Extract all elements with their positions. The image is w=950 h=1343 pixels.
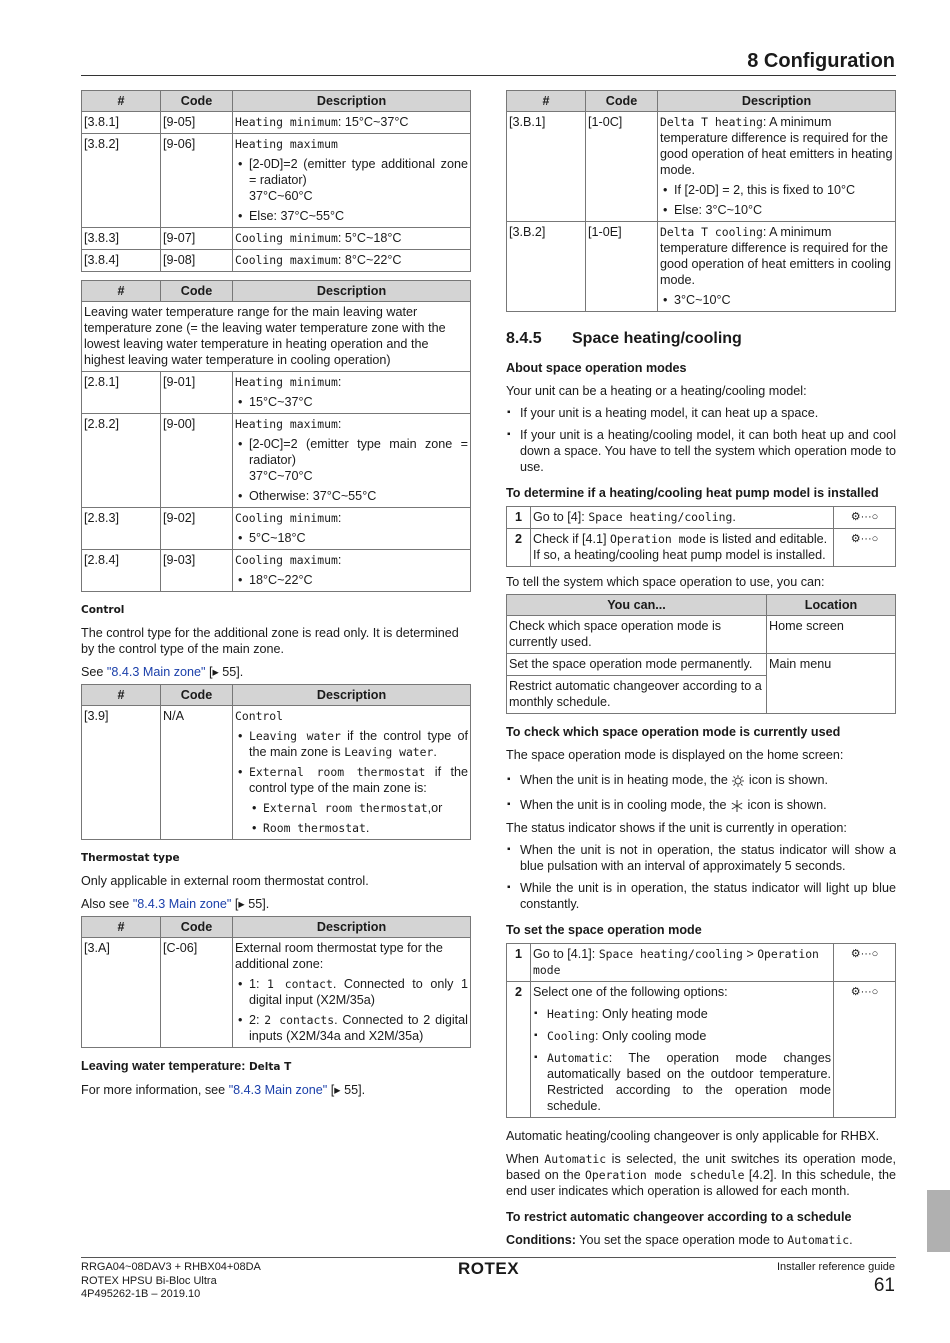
control-text: The control type for the additional zone is read only. It is determined by the control type of the main zone. bbox=[81, 626, 459, 656]
page-ref: [▸ 55]. bbox=[205, 665, 244, 679]
setting-name: Heating minimum bbox=[235, 115, 338, 129]
table-row bbox=[82, 550, 471, 592]
option-text: if the control type of the main zone is: bbox=[249, 765, 468, 795]
thermostat-see-also bbox=[81, 896, 471, 912]
bullet-item bbox=[235, 436, 468, 484]
delta-t-heading bbox=[81, 1058, 471, 1075]
row-description: Heating maximum: • [2-0C]=2 (emitter type main zone = radiator) 37°C~70°C • Otherwise: 37°C~55°C bbox=[233, 414, 471, 508]
row-id: [2.8.4] bbox=[82, 550, 161, 592]
item-text: icon is shown. bbox=[745, 773, 829, 787]
table-control bbox=[81, 684, 471, 840]
col-header-number: # bbox=[82, 685, 161, 706]
header-divider bbox=[81, 75, 896, 76]
control-heading: Control bbox=[81, 604, 125, 616]
bullet-item: • 18°C~22°C bbox=[235, 572, 468, 588]
table-row bbox=[82, 508, 471, 550]
check-text: The space operation mode is displayed on the home screen: bbox=[506, 748, 844, 762]
bullet-item bbox=[235, 976, 468, 1008]
page-ref: [▸ 55]. bbox=[231, 897, 270, 911]
text-part: When bbox=[506, 1152, 545, 1166]
col-header-description: Description bbox=[233, 685, 471, 706]
menu-name: Operation mode bbox=[610, 532, 707, 546]
option-text: : The operation mode changes automatically based on the outdoor temperature. Restricted according to the operation mode schedule. bbox=[547, 1051, 831, 1113]
restrict-conditions bbox=[506, 1232, 896, 1248]
row-description bbox=[233, 228, 471, 250]
footer-doc-line: 4P495262-1B – 2019.10 bbox=[81, 1288, 201, 1300]
about-text: Your unit can be a heating or a heating/cooling model: bbox=[506, 384, 807, 398]
footer-product-line: ROTEX HPSU Bi-Bloc Ultra bbox=[81, 1274, 217, 1287]
row-code: [9-02] bbox=[161, 508, 233, 550]
row-id: [3.B.1] bbox=[507, 112, 586, 222]
auto-text-2 bbox=[506, 1151, 896, 1199]
row-id: [3.9] bbox=[82, 706, 161, 840]
table-additional-zone-limits bbox=[81, 90, 471, 272]
step-row bbox=[507, 507, 896, 529]
see-prefix: See bbox=[81, 665, 107, 679]
step-row bbox=[507, 982, 896, 1118]
table-row bbox=[507, 112, 896, 222]
bullet-value: 37°C~60°C bbox=[249, 189, 313, 203]
table-row bbox=[82, 706, 471, 840]
footer-guide-title: Installer reference guide bbox=[776, 1261, 895, 1273]
heading-text: Leaving water temperature: bbox=[81, 1059, 249, 1073]
option-text: : Only cooling mode bbox=[595, 1029, 707, 1043]
option-name: External room thermostat bbox=[249, 765, 426, 779]
step-text bbox=[531, 944, 834, 982]
step-number: 2 bbox=[507, 529, 531, 567]
col-header-number: # bbox=[82, 281, 161, 302]
option-text: ,or bbox=[427, 801, 443, 815]
bullet-text: [2-0D]=2 (emitter type additional zone = radiator) bbox=[249, 157, 468, 187]
bullet-item bbox=[235, 1012, 468, 1044]
check-heading: To check which space operation mode is currently used bbox=[506, 725, 841, 739]
table-delta-t bbox=[506, 90, 896, 312]
section-heading bbox=[506, 328, 896, 350]
table-row bbox=[507, 654, 896, 676]
row-description bbox=[233, 134, 471, 228]
check-text-2: The status indicator shows if the unit is currently in operation: bbox=[506, 821, 847, 835]
setting-text: : A minimum temperature difference is required for the good operation of heat emitters in cooling mode. bbox=[660, 225, 892, 287]
conditions-label: Conditions: bbox=[506, 1233, 576, 1247]
bullet-item bbox=[235, 728, 468, 760]
table-row bbox=[82, 372, 471, 414]
page-number: 61 bbox=[873, 1275, 895, 1296]
text-part: is selected, the unit switches its operation mode, based on the bbox=[506, 1152, 896, 1182]
item-text: icon is shown. bbox=[744, 798, 827, 812]
setting-name: Cooling minimum bbox=[235, 511, 338, 525]
table-row bbox=[82, 938, 471, 1048]
option-item bbox=[533, 1006, 831, 1022]
bullet-text: [2-0C]=2 (emitter type main zone = radiator) bbox=[249, 437, 468, 467]
setting-name: Delta T cooling bbox=[660, 225, 763, 239]
action-cell: Set the space operation mode permanently. bbox=[507, 654, 767, 676]
step-pre: Go to [4]: bbox=[533, 510, 589, 524]
option-name: Cooling bbox=[547, 1029, 596, 1043]
row-description: Cooling minimum: • 5°C~18°C bbox=[233, 508, 471, 550]
see-prefix: For more information, see bbox=[81, 1083, 229, 1097]
bullet-value: 37°C~70°C bbox=[249, 469, 313, 483]
col-header-you-can: You can... bbox=[507, 595, 767, 616]
list-item bbox=[506, 797, 896, 813]
table-main-zone-limits bbox=[81, 280, 471, 592]
punctuation: . bbox=[365, 821, 370, 835]
set-heading: To set the space operation mode bbox=[506, 923, 702, 937]
restrict-heading: To restrict automatic changeover according to a schedule bbox=[506, 1210, 852, 1224]
description-text: External room thermostat type for the additional zone: bbox=[235, 941, 443, 971]
row-code: [9-06] bbox=[161, 134, 233, 228]
row-id: [3.8.3] bbox=[82, 228, 161, 250]
main-zone-link[interactable]: "8.4.3 Main zone" bbox=[132, 897, 232, 911]
thermostat-heading: Thermostat type bbox=[81, 852, 180, 864]
tell-text: To tell the system which space operation to use, you can: bbox=[506, 575, 825, 589]
conditions-text: You set the space operation mode to bbox=[575, 1233, 788, 1247]
option-name: Automatic bbox=[544, 1152, 607, 1166]
row-id: [3.A] bbox=[82, 938, 161, 1048]
chapter-side-tab bbox=[927, 1190, 950, 1252]
right-column bbox=[506, 90, 896, 1248]
step-text bbox=[531, 982, 834, 1118]
footer-model-line: RRGA04~08DAV3 + RHBX04+08DA bbox=[81, 1261, 261, 1273]
bullet-item: • 15°C~37°C bbox=[235, 394, 468, 410]
bullet-item: • Else: 3°C~10°C bbox=[660, 202, 893, 218]
row-code: [9-08] bbox=[161, 250, 233, 272]
col-header-number: # bbox=[82, 91, 161, 112]
row-code: [C-06] bbox=[161, 938, 233, 1048]
option-item bbox=[533, 1050, 831, 1114]
setting-name: Cooling maximum bbox=[235, 553, 338, 567]
setting-name: Cooling maximum bbox=[235, 253, 338, 267]
setting-name: Heating minimum bbox=[235, 375, 338, 389]
row-description bbox=[233, 938, 471, 1048]
row-description bbox=[658, 222, 896, 312]
about-heading: About space operation modes bbox=[506, 361, 687, 375]
menu-name: Operation mode bbox=[533, 947, 819, 977]
thermostat-text: Only applicable in external room thermostat control. bbox=[81, 874, 369, 888]
setting-name: Heating maximum bbox=[235, 137, 338, 151]
setting-range: : 15°C~37°C bbox=[337, 115, 409, 129]
row-description bbox=[233, 706, 471, 840]
col-header-code: Code bbox=[586, 91, 658, 112]
col-header-code: Code bbox=[161, 685, 233, 706]
col-header-description: Description bbox=[658, 91, 896, 112]
col-header-number: # bbox=[82, 917, 161, 938]
heating-sun-icon bbox=[731, 775, 745, 787]
user-interface-icon: ⚙︎···○ bbox=[834, 507, 896, 529]
main-zone-link[interactable]: "8.4.3 Main zone" bbox=[228, 1083, 328, 1097]
row-code: N/A bbox=[161, 706, 233, 840]
row-code: [1-0E] bbox=[586, 222, 658, 312]
option-name: Leaving water bbox=[344, 745, 434, 759]
user-interface-icon: ⚙︎···○ bbox=[834, 982, 896, 1118]
row-id: [3.8.4] bbox=[82, 250, 161, 272]
sub-bullet-item bbox=[235, 820, 468, 836]
option-name: 1 contact bbox=[267, 977, 333, 991]
user-interface-icon: ⚙︎···○ bbox=[834, 529, 896, 567]
col-header-number: # bbox=[507, 91, 586, 112]
col-header-code: Code bbox=[161, 91, 233, 112]
location-cell: Home screen bbox=[767, 616, 896, 654]
menu-separator: > bbox=[742, 947, 758, 961]
item-text: When the unit is in heating mode, the bbox=[520, 773, 732, 787]
table-row bbox=[82, 134, 471, 228]
main-zone-link[interactable]: "8.4.3 Main zone" bbox=[106, 665, 206, 679]
setting-range: : 5°C~18°C bbox=[337, 231, 402, 245]
option-item bbox=[533, 1028, 831, 1044]
row-code: [9-01] bbox=[161, 372, 233, 414]
row-code: [9-07] bbox=[161, 228, 233, 250]
step-row bbox=[507, 529, 896, 567]
table-row bbox=[82, 414, 471, 508]
menu-name: Operation mode schedule bbox=[585, 1168, 745, 1182]
table-row bbox=[82, 228, 471, 250]
option-name: Heating bbox=[547, 1007, 596, 1021]
col-header-location: Location bbox=[767, 595, 896, 616]
bullet-item: • 3°C~10°C bbox=[660, 292, 893, 308]
step-number: 1 bbox=[507, 507, 531, 529]
rotex-logo: ROTEX bbox=[458, 1259, 520, 1278]
step-pre: Check if [4.1] bbox=[533, 532, 610, 546]
setting-text: : A minimum temperature difference is required for the good operation of heat emitters in heating mode. bbox=[660, 115, 893, 177]
col-header-code: Code bbox=[161, 917, 233, 938]
table-row bbox=[82, 250, 471, 272]
table-row bbox=[507, 222, 896, 312]
sub-bullet-item bbox=[235, 800, 468, 816]
col-header-description: Description bbox=[233, 281, 471, 302]
step-post: is listed and editable. If so, a heating/cooling heat pump model is installed. bbox=[533, 532, 828, 562]
footer-model-info bbox=[81, 1261, 261, 1302]
row-code: [1-0C] bbox=[586, 112, 658, 222]
list-item: ▪ When the unit is not in operation, the status indicator will show a blue pulsation with an interval of approximately 5 seconds. bbox=[506, 842, 896, 874]
item-text: When the unit is in cooling mode, the bbox=[520, 798, 731, 812]
step-number: 1 bbox=[507, 944, 531, 982]
row-id: [3.8.2] bbox=[82, 134, 161, 228]
step-post: . bbox=[732, 510, 736, 524]
row-description bbox=[233, 112, 471, 134]
step-intro: Select one of the following options: bbox=[533, 985, 728, 999]
list-item bbox=[506, 772, 896, 788]
table-intro: Leaving water temperature range for the main leaving water temperature zone (= the leaving water temperature zone with the lowest leaving water temperature in heating operation and the highest leaving water temperature in cooling operation) bbox=[82, 302, 471, 372]
option-name: 2 contacts bbox=[264, 1013, 335, 1027]
row-id: [2.8.3] bbox=[82, 508, 161, 550]
action-cell: Restrict automatic changeover according to a monthly schedule. bbox=[507, 676, 767, 714]
step-text bbox=[531, 529, 834, 567]
step-pre: Go to [4.1]: bbox=[533, 947, 599, 961]
col-header-description: Description bbox=[233, 91, 471, 112]
row-id: [3.8.1] bbox=[82, 112, 161, 134]
option-name: Leaving water bbox=[249, 729, 341, 743]
step-text bbox=[531, 507, 834, 529]
punctuation: . bbox=[433, 745, 437, 759]
option-index: 1: bbox=[249, 977, 268, 991]
location-cell: Main menu bbox=[767, 654, 896, 714]
table-set-steps bbox=[506, 943, 896, 1118]
col-header-code: Code bbox=[161, 281, 233, 302]
list-item: ▪ If your unit is a heating model, it can heat up a space. bbox=[506, 405, 896, 421]
option-text: if the control type of the main zone is bbox=[249, 729, 468, 759]
setting-name: Delta T heating bbox=[660, 115, 763, 129]
row-description bbox=[658, 112, 896, 222]
table-determine-steps bbox=[506, 506, 896, 567]
row-code: [9-03] bbox=[161, 550, 233, 592]
footer-divider bbox=[81, 1257, 896, 1258]
bullet-item bbox=[235, 156, 468, 204]
left-column bbox=[81, 90, 471, 1098]
row-code: [9-05] bbox=[161, 112, 233, 134]
option-name: Automatic bbox=[547, 1051, 609, 1065]
option-name: Automatic bbox=[787, 1233, 850, 1247]
row-id: [2.8.2] bbox=[82, 414, 161, 508]
setting-range: : 8°C~22°C bbox=[337, 253, 402, 267]
chapter-title: 8 Configuration bbox=[747, 50, 895, 72]
bullet-item: • 5°C~18°C bbox=[235, 530, 468, 546]
determine-heading: To determine if a heating/cooling heat pump model is installed bbox=[506, 486, 879, 500]
list-item: ▪ If your unit is a heating/cooling model, it can both heat up and cool down a space. You have to tell the system which operation mode to use. bbox=[506, 427, 896, 475]
table-row bbox=[507, 616, 896, 654]
heading-small-text: Delta T bbox=[248, 1061, 292, 1073]
table-you-can bbox=[506, 594, 896, 714]
text-part: [4.2]. In this schedule, the end user indicates which operation is allowed for each month. bbox=[506, 1168, 896, 1198]
option-text: . Connected to only 1 digital input (X2M/35a) bbox=[249, 977, 468, 1007]
bullet-item: • Otherwise: 37°C~55°C bbox=[235, 488, 468, 504]
list-item: ▪ While the unit is in operation, the status indicator will light up blue constantly. bbox=[506, 880, 896, 912]
page-ref: [▸ 55]. bbox=[327, 1083, 366, 1097]
option-index: 2: bbox=[249, 1013, 265, 1027]
auto-text: Automatic heating/cooling changeover is only applicable for RHBX. bbox=[506, 1129, 880, 1143]
setting-name: Control bbox=[235, 709, 284, 723]
action-cell: Check which space operation mode is currently used. bbox=[507, 616, 767, 654]
setting-name: Cooling minimum bbox=[235, 231, 338, 245]
row-id: [3.B.2] bbox=[507, 222, 586, 312]
option-text: : Only heating mode bbox=[595, 1007, 708, 1021]
row-description: Heating minimum: • 15°C~37°C bbox=[233, 372, 471, 414]
step-number: 2 bbox=[507, 982, 531, 1118]
option-name: Room thermostat bbox=[263, 821, 366, 835]
punctuation: . bbox=[849, 1233, 853, 1247]
col-header-description: Description bbox=[233, 917, 471, 938]
table-row bbox=[82, 112, 471, 134]
option-name: External room thermostat bbox=[263, 801, 428, 815]
user-interface-icon: ⚙︎···○ bbox=[834, 944, 896, 982]
setting-name: Heating maximum bbox=[235, 417, 338, 431]
section-title: Space heating/cooling bbox=[572, 330, 742, 347]
table-thermostat-type bbox=[81, 916, 471, 1048]
row-description: Cooling maximum: • 18°C~22°C bbox=[233, 550, 471, 592]
section-number: 8.4.5 bbox=[506, 330, 542, 347]
row-code: [9-00] bbox=[161, 414, 233, 508]
step-row bbox=[507, 944, 896, 982]
option-text: . Connected to 2 digital inputs (X2M/34a and X2M/35a) bbox=[249, 1013, 468, 1043]
delta-t-see-also bbox=[81, 1082, 471, 1098]
control-see-also bbox=[81, 664, 471, 680]
row-id: [2.8.1] bbox=[82, 372, 161, 414]
bullet-item: • If [2-0D] = 2, this is fixed to 10°C bbox=[660, 182, 893, 198]
bullet-item bbox=[235, 764, 468, 796]
menu-name: Space heating/cooling bbox=[598, 947, 743, 961]
menu-name: Space heating/cooling bbox=[588, 510, 733, 524]
see-prefix: Also see bbox=[81, 897, 133, 911]
bullet-item: • Else: 37°C~55°C bbox=[235, 208, 468, 224]
row-description bbox=[233, 250, 471, 272]
cooling-snowflake-icon bbox=[730, 800, 744, 812]
